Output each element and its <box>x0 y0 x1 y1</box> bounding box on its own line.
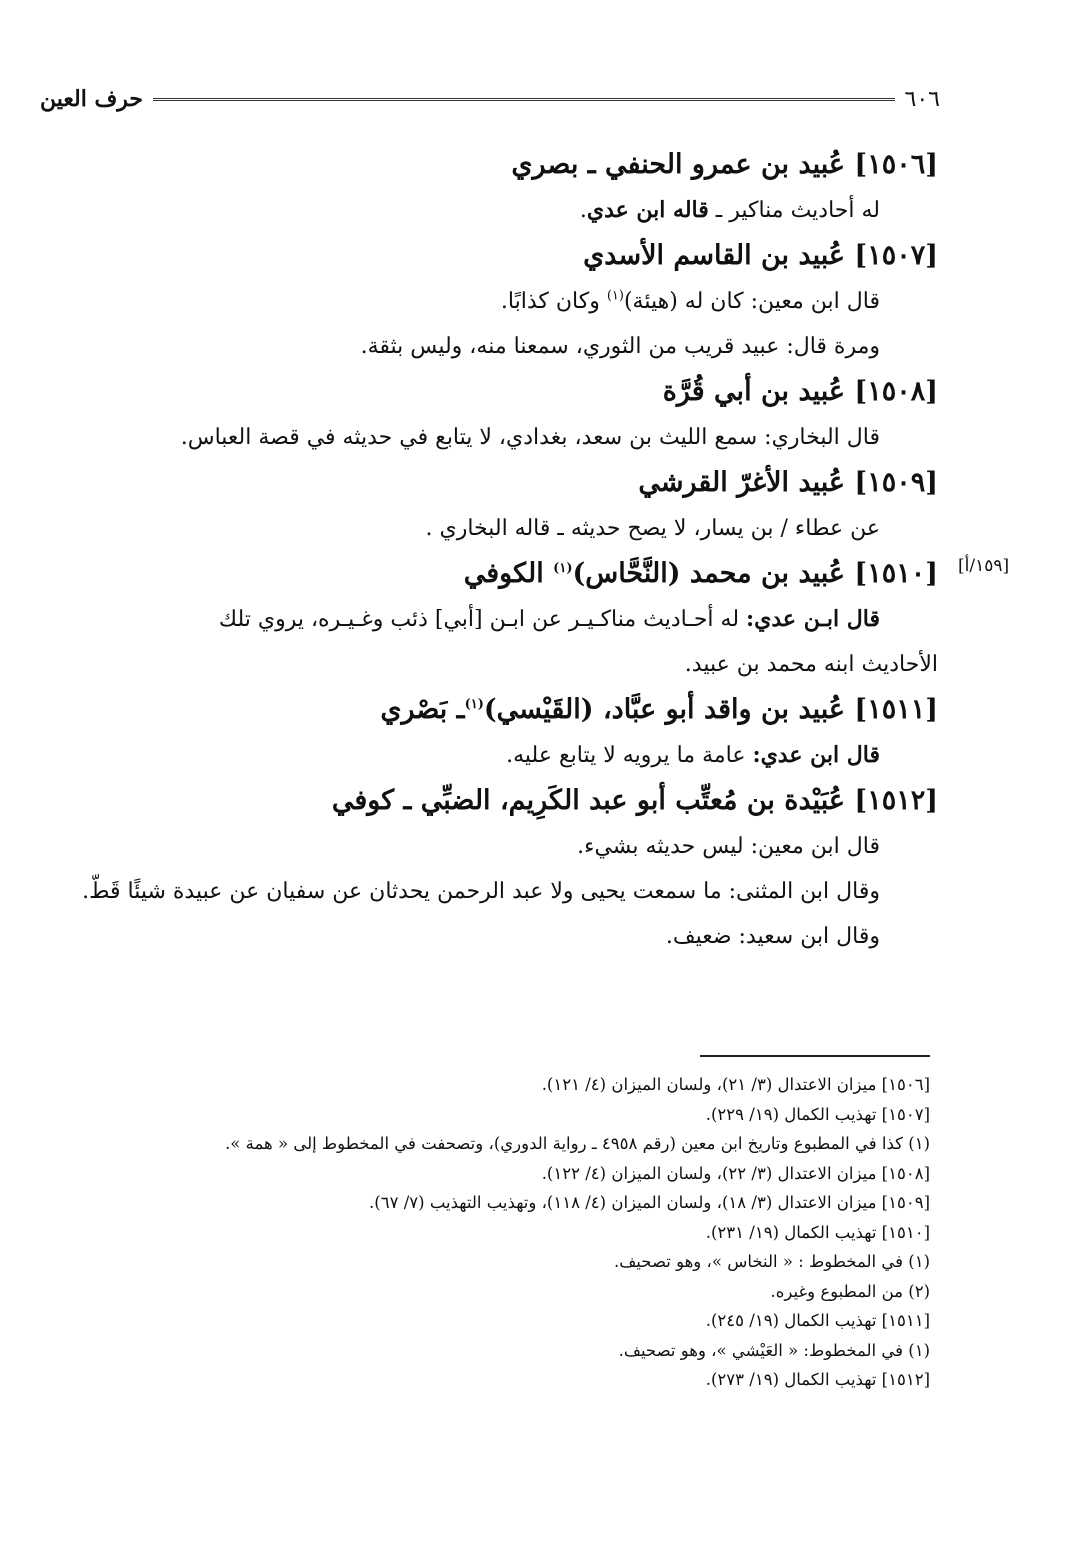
entry-bold-text: قال ابن عدي: <box>752 742 880 768</box>
footnote: [١٥١١] تهذيب الكمال (١٩/ ٢٤٥). <box>705 1311 930 1330</box>
footnote: [١٥٠٨] ميزان الاعتدال (٣/ ٢٢)، ولسان الميزان (٤/ ١٢٢). <box>541 1163 930 1183</box>
entry-bold-text: قاله ابن عدي <box>586 197 709 223</box>
entry-line <box>48 279 938 324</box>
manuscript-folio-marker: [١٥٩/أ] <box>958 556 1010 576</box>
heading-text: [١٥١٠] عُبيد بن محمد (النَّحَّاس) <box>572 558 938 589</box>
entry-text: . <box>579 198 587 223</box>
footnote-ref: (١) <box>464 697 484 712</box>
footnote: (١) في المخطوط : « النخاس »، وهو تصحيف. <box>613 1252 930 1271</box>
running-header <box>40 84 940 114</box>
footnote-ref: (١) <box>606 288 624 304</box>
footnote-ref: (١) <box>553 561 573 576</box>
heading-text: ـ بَصْري <box>380 694 465 725</box>
footnote: [١٥٠٩] ميزان الاعتدال (٣/ ١٨)، ولسان الميزان (٤/ ١١٨)، وتهذيب التهذيب (٧/ ٦٧). <box>369 1193 930 1212</box>
footnote: (١) في المخطوط: « العَيْشي »، وهو تصحيف. <box>618 1340 930 1360</box>
footnote: (٢) من المطبوع وغيره. <box>770 1281 930 1301</box>
entry-heading-1512: [١٥١٢] عُبَيْدة بن مُعتِّب أبو عبد الكَرِيم، الضبِّي ـ كوفي <box>331 785 938 816</box>
entry-heading-1506: [١٥٠٦] عُبيد بن عمرو الحنفي ـ بصري <box>511 149 938 180</box>
footnote: [١٥١٢] تهذيب الكمال (١٩/ ٢٧٣). <box>705 1370 930 1389</box>
entry-line: قال ابن معين: ليس حديثه بشيء. <box>577 834 880 859</box>
entry-line: الأحاديث ابنه محمد بن عبيد. <box>684 652 938 677</box>
entry-line <box>48 597 938 642</box>
entry-text: وكان كذابًا. <box>500 289 607 314</box>
entry-heading-1509: [١٥٠٩] عُبيد الأغرّ القرشي <box>638 467 938 498</box>
entry-text: قال ابن معين: كان له (هيئة) <box>623 289 880 314</box>
entry-line: عن عطاء / بن يسار، لا يصح حديثه ـ قاله البخاري . <box>425 516 880 541</box>
footnotes <box>60 1070 930 1395</box>
entry-line: قال البخاري: سمع الليث بن سعد، بغدادي، لا يتابع في حديثه في قصة العباس. <box>180 425 880 450</box>
footnote: [١٥١٠] تهذيب الكمال (١٩/ ٢٣١). <box>705 1222 930 1242</box>
page-number: ٦٠٦ <box>904 86 940 112</box>
footnote: [١٥٠٦] ميزان الاعتدال (٣/ ٢١)، ولسان الميزان (٤/ ١٢١). <box>541 1075 930 1094</box>
footnote-separator <box>700 1055 930 1057</box>
main-text <box>48 142 938 959</box>
entry-bold-text: قال ابـن عدي: <box>746 606 880 632</box>
entry-heading-1508: [١٥٠٨] عُبيد بن أبي قُرَّة <box>662 376 938 407</box>
footnote: (١) كذا في المطبوع وتاريخ ابن معين (رقم ٤٩٥٨ ـ رواية الدوري)، وتصحفت في المخطوط إلى « همة ». <box>225 1134 930 1153</box>
entry-line <box>48 188 938 233</box>
entry-heading-1507: [١٥٠٧] عُبيد بن القاسم الأسدي <box>583 240 938 271</box>
footnote: [١٥٠٧] تهذيب الكمال (١٩/ ٢٢٩). <box>705 1104 930 1124</box>
heading-text: الكوفي <box>463 558 554 589</box>
header-rule <box>153 98 895 101</box>
entry-heading-1510 <box>48 551 938 597</box>
entry-line: وقال ابن المثنى: ما سمعت يحيى ولا عبد الرحمن يحدثان عن سفيان عن عبيدة شيئًا قَطّ. <box>82 879 880 904</box>
entry-line: وقال ابن سعيد: ضعيف. <box>665 924 880 949</box>
entry-line: ومرة قال: عبيد قريب من الثوري، سمعنا منه، وليس بثقة. <box>360 334 880 359</box>
entry-line <box>48 733 938 778</box>
heading-text: [١٥١١] عُبيد بن واقد أبو عبَّاد، (القَيْسي) <box>483 694 938 725</box>
entry-heading-1511 <box>48 687 938 733</box>
entry-text: له أحـاديث مناكـيـر عن ابـن [أبي] ذئب وغـيـره، يروي تلك <box>218 607 747 632</box>
chapter-title: حرف العين <box>40 86 144 112</box>
entry-text: عامة ما يرويه لا يتابع عليه. <box>506 743 753 768</box>
entry-text: له أحاديث مناكير ـ <box>708 198 880 223</box>
